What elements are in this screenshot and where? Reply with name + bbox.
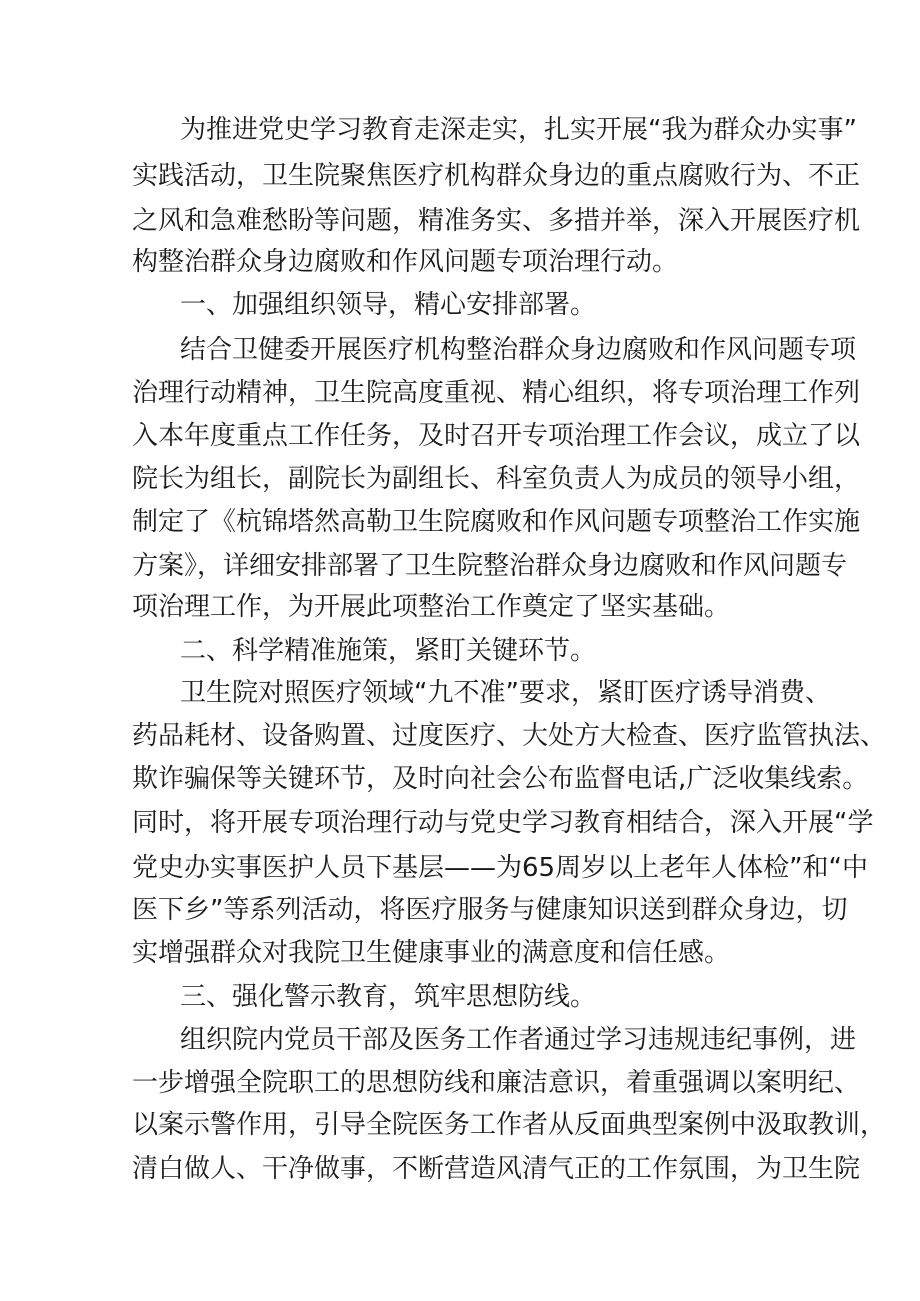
paragraph-1-line-3: 之风和急难愁盼等问题，精准务实、多措并举，深入开展医疗机 <box>132 206 861 236</box>
paragraph-2-line-2: 治理行动精神，卫生院高度重视、精心组织，将专项治理工作列 <box>132 378 861 408</box>
paragraph-2-line-3: 入本年度重点工作任务，及时召开专项治理工作会议，成立了以 <box>132 421 861 451</box>
section-heading-1: 一、加强组织领导，精心安排部署。 <box>180 290 597 320</box>
paragraph-2-line-1: 结合卫健委开展医疗机构整治群众身边腐败和作风问题专项 <box>180 335 857 365</box>
paragraph-1-line-2: 实践活动，卫生院聚焦医疗机构群众身边的重点腐败行为、不正 <box>132 161 861 191</box>
section-heading-3: 三、强化警示教育，筑牢思想防线。 <box>180 982 597 1012</box>
paragraph-3-line-3: 欺诈骗保等关键环节，及时向社会公布监督电话,广泛收集线索。 <box>132 764 869 794</box>
paragraph-2-line-4: 院长为组长，副院长为副组长、科室负责人为成员的领导小组， <box>132 464 861 494</box>
paragraph-3-line-2: 药品耗材、设备购置、过度医疗、大处方大检查、医疗监管执法、 <box>132 721 887 751</box>
paragraph-3-line-1: 卫生院对照医疗领域“九不准”要求，紧盯医疗诱导消费、 <box>180 678 831 708</box>
paragraph-3-line-6: 医下乡”等系列活动，将医疗服务与健康知识送到群众身边，切 <box>132 895 848 925</box>
paragraph-4-line-4: 清白做人、干净做事，不断营造风清气正的工作氛围，为卫生院 <box>132 1154 861 1184</box>
paragraph-3-line-4: 同时，将开展专项治理行动与党史学习教育相结合，深入开展“学 <box>132 808 874 838</box>
paragraph-4-line-2: 一步增强全院职工的思想防线和廉洁意识，着重强调以案明纪、 <box>132 1068 861 1098</box>
section-heading-2: 二、科学精准施策，紧盯关键环节。 <box>180 636 597 666</box>
paragraph-4-line-1: 组织院内党员干部及医务工作者通过学习违规违纪事例，进 <box>180 1025 857 1055</box>
paragraph-2-line-6: 方案》，详细安排部署了卫生院整治群众身边腐败和作风问题专 <box>132 551 848 581</box>
paragraph-4-line-3: 以案示警作用，引导全院医务工作者从反面典型案例中汲取教训， <box>132 1110 887 1140</box>
paragraph-3-line-5: 党史办实事医护人员下基层——为65周岁以上老年人体检”和“中 <box>132 853 869 883</box>
paragraph-2-line-5: 制定了《杭锦塔然高勒卫生院腐败和作风问题专项整治工作实施 <box>132 507 861 537</box>
paragraph-3-line-7: 实增强群众对我院卫生健康事业的满意度和信任感。 <box>132 938 731 968</box>
paragraph-2-line-7: 项治理工作，为开展此项整治工作奠定了坚实基础。 <box>132 592 731 622</box>
paragraph-1-line-4: 构整治群众身边腐败和作风问题专项治理行动。 <box>132 247 679 277</box>
paragraph-1-line-1: 为推进党史学习教育走深走实，扎实开展“我为群众办实事” <box>180 115 857 145</box>
